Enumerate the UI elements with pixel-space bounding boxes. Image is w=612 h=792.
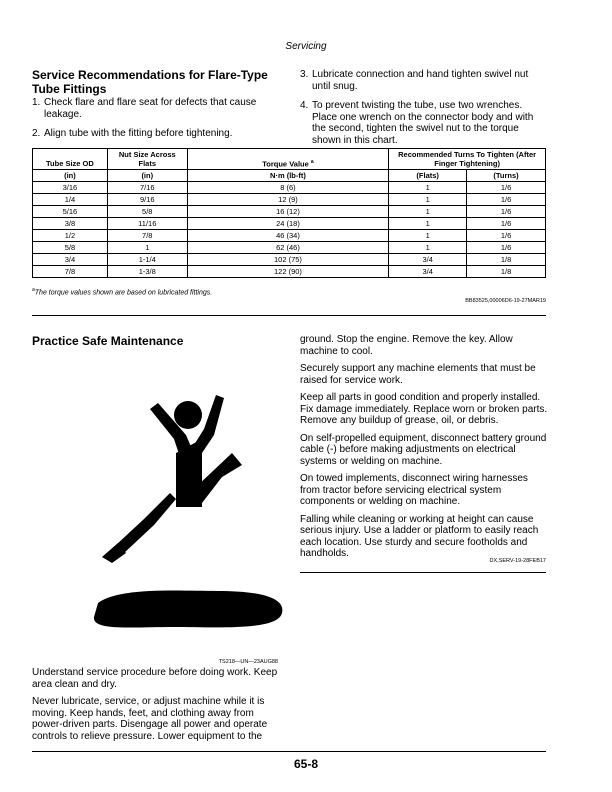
- table-cell: 3/4: [389, 266, 467, 278]
- unit-cell: (in): [33, 170, 108, 182]
- paragraph: Understand service procedure before doing work. Keep area clean and dry.: [32, 667, 278, 690]
- step-item: [32, 128, 287, 140]
- step-number: 2.: [32, 128, 41, 139]
- paragraph: Never lubricate, service, or adjust machine while it is moving. Keep hands, feet, and clothing away from power-driven parts. Disengage all power and operate controls to relieve pressure. Lower equipment to the: [32, 696, 268, 742]
- table-cell: 1/2: [33, 230, 108, 242]
- torque-footnote-marker: a: [310, 158, 314, 165]
- table-cell: 46 (34): [187, 230, 389, 242]
- table-cell: 5/16: [33, 206, 108, 218]
- flare-title-line1: Service Recommendations for Flare-Type: [32, 68, 268, 82]
- table-cell: 1/6: [467, 194, 546, 206]
- table-cell: 5/8: [33, 242, 108, 254]
- step-text: Lubricate connection and hand tighten swivel nut until snug.: [312, 69, 529, 92]
- table-cell: 1/6: [467, 206, 546, 218]
- safe-right-column: [300, 334, 548, 566]
- step-item: [300, 69, 540, 92]
- step-item: [300, 100, 540, 146]
- flare-steps-left: [32, 97, 287, 148]
- footer-rule: [32, 751, 546, 752]
- table-cell: 11/16: [107, 218, 187, 230]
- table-cell: 3/8: [33, 218, 108, 230]
- table-cell: 62 (46): [187, 242, 389, 254]
- table-cell: 5/8: [107, 206, 187, 218]
- safe-left-column: [32, 667, 282, 748]
- safe-right-divider: [300, 572, 546, 573]
- table-cell: 1: [389, 230, 467, 242]
- step-number: 1.: [32, 97, 41, 108]
- falling-person-figure: [90, 395, 290, 645]
- table-cell: 1/6: [467, 182, 546, 194]
- unit-cell: (Flats): [389, 170, 467, 182]
- table-cell: 1: [389, 242, 467, 254]
- paragraph: Securely support any machine elements that must be raised for service work.: [300, 363, 536, 386]
- table-cell: 1/6: [467, 230, 546, 242]
- paragraph: ground. Stop the engine. Remove the key. Allow machine to cool.: [300, 334, 513, 357]
- paragraph: On self-propelled equipment, disconnect battery ground cable (-) before making adjustments on electrical systems or welding on machine.: [300, 432, 547, 467]
- step-number: 3.: [300, 69, 309, 80]
- footnote-text: The torque values shown are based on lubricated fittings.: [34, 289, 213, 297]
- table-cell: 1/8: [467, 266, 546, 278]
- torque-header-text: Torque Value: [262, 159, 309, 168]
- section-divider: [32, 315, 546, 316]
- table-cell: 1/8: [467, 254, 546, 266]
- table-cell: 3/16: [33, 182, 108, 194]
- table-cell: 1/4: [33, 194, 108, 206]
- paragraph: Falling while cleaning or working at height can cause serious injury. Use a ladder or platform to easily reach each location. Use sturdy and secure footholds and handholds.: [300, 513, 539, 559]
- flare-doc-code: BB83525,00006D6-19-27MAR19: [465, 298, 546, 304]
- col-header-nut-size: Nut Size Across Flats: [107, 149, 187, 170]
- table-cell: 1-3/8: [107, 266, 187, 278]
- falling-person-icon: [90, 395, 290, 645]
- table-header-row: [33, 149, 546, 170]
- col-header-turns: Recommended Turns To Tighten (After Finger Tightening): [389, 149, 546, 170]
- unit-cell: (in): [107, 170, 187, 182]
- table-cell: 7/8: [107, 230, 187, 242]
- table-units-row: [33, 170, 546, 182]
- table-cell: 1/6: [467, 242, 546, 254]
- unit-cell: N·m (lb-ft): [187, 170, 389, 182]
- figure-code: TS218—UN—23AUG88: [218, 659, 278, 665]
- table-cell: 1/6: [467, 218, 546, 230]
- step-text: Check flare and flare seat for defects that cause leakage.: [44, 97, 257, 120]
- paragraph: Keep all parts in good condition and properly installed. Fix damage immediately. Replace worn or broken parts. Remove any buildup of grease, oil, or debris.: [300, 392, 548, 426]
- safe-maintenance-title: Practice Safe Maintenance: [32, 334, 184, 348]
- table-body: [33, 182, 546, 278]
- running-header: Servicing: [285, 41, 327, 52]
- table-row: [33, 230, 546, 242]
- table-row: [33, 182, 546, 194]
- table-cell: 1: [389, 194, 467, 206]
- table-row: [33, 266, 546, 278]
- step-text: Align tube with the fitting before tightening.: [44, 128, 233, 139]
- table-cell: 16 (12): [187, 206, 389, 218]
- table-cell: 7/8: [33, 266, 108, 278]
- footnote-marker: a: [32, 287, 35, 293]
- table-cell: 1: [107, 242, 187, 254]
- table-cell: 1-1/4: [107, 254, 187, 266]
- table-cell: 12 (9): [187, 194, 389, 206]
- safe-doc-code: DX,SERV-19-28FEB17: [489, 558, 546, 564]
- table-cell: 3/4: [389, 254, 467, 266]
- flare-steps-right: [300, 69, 540, 154]
- torque-table: [32, 148, 546, 278]
- table-cell: 1: [389, 206, 467, 218]
- table-cell: 1: [389, 218, 467, 230]
- table-footnote: [32, 287, 432, 296]
- unit-cell: (Turns): [467, 170, 546, 182]
- table-cell: 8 (6): [187, 182, 389, 194]
- col-header-torque: [187, 149, 389, 170]
- step-item: [32, 97, 287, 120]
- table-row: [33, 254, 546, 266]
- table-row: [33, 206, 546, 218]
- table-cell: 3/4: [33, 254, 108, 266]
- table-cell: 7/16: [107, 182, 187, 194]
- col-header-tube-size: Tube Size OD: [33, 149, 108, 170]
- table-cell: 24 (18): [187, 218, 389, 230]
- table-cell: 102 (75): [187, 254, 389, 266]
- table-row: [33, 218, 546, 230]
- step-text: To prevent twisting the tube, use two wrenches. Place one wrench on the connector body and with the second, tighten the swivel nut to the torque shown in this chart.: [312, 100, 534, 146]
- table-row: [33, 242, 546, 254]
- flare-title-line2: Tube Fittings: [32, 82, 107, 96]
- table-row: [33, 194, 546, 206]
- paragraph: On towed implements, disconnect wiring harnesses from tractor before servicing electrical system components or welding on machine.: [300, 473, 528, 507]
- flare-section-title: [32, 68, 292, 96]
- table-cell: 122 (90): [187, 266, 389, 278]
- page-number: 65-8: [293, 757, 319, 771]
- table-cell: 9/16: [107, 194, 187, 206]
- table-cell: 1: [389, 182, 467, 194]
- step-number: 4.: [300, 100, 309, 111]
